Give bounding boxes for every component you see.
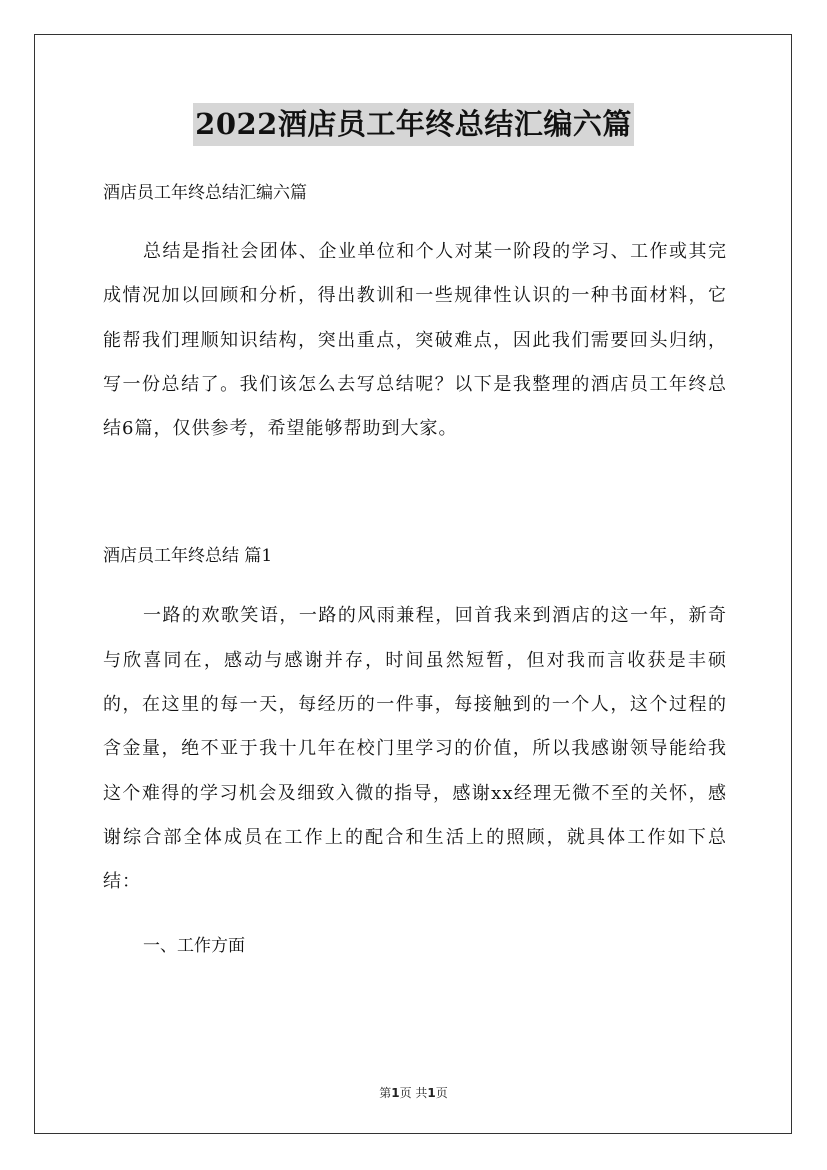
intro-paragraph: 总结是指社会团体、企业单位和个人对某一阶段的学习、工作或其完成情况加以回顾和分析，得出教训和一些规律性认识的一种书面材料，它能帮我们理顺知识结构，突出重点，突破难点，因此我们需要回头归纳，写一份总结了。我们该怎么去写总结呢？以下是我整理的酒店员工年终总结6篇，仅供参考，希望能够帮助到大家。 bbox=[103, 241, 727, 440]
section-title: 酒店员工年终总结 篇1 bbox=[103, 546, 273, 567]
footer-page-total: 1 bbox=[427, 1086, 436, 1100]
document-body bbox=[103, 176, 727, 963]
footer-page-number: 1 bbox=[391, 1086, 400, 1100]
section-heading: 一、工作方面 bbox=[143, 935, 245, 956]
section-paragraph: 一路的欢歌笑语，一路的风雨兼程，回首我来到酒店的这一年，新奇与欣喜同在，感动与感谢并存，时间虽然短暂，但对我而言收获是丰硕的，在这里的每一天，每经历的一件事，每接触到的一个人，这个过程的含金量，绝不亚于我十几年在校门里学习的价值，所以我感谢领导能给我这个难得的学习机会及细致入微的指导，感谢xx经理无微不至的关怀，感谢综合部全体成员在工作上的配合和生活上的照顾，就具体工作如下总结： bbox=[103, 605, 727, 893]
document-subtitle: 酒店员工年终总结汇编六篇 bbox=[103, 183, 307, 203]
document-title: 2022酒店员工年终总结汇编六篇 bbox=[193, 103, 634, 146]
footer-suffix: 页 bbox=[435, 1086, 448, 1100]
title-container bbox=[0, 103, 827, 146]
footer-mid: 页 共 bbox=[399, 1086, 428, 1100]
footer-prefix: 第 bbox=[379, 1086, 392, 1100]
page-footer bbox=[0, 1084, 827, 1101]
